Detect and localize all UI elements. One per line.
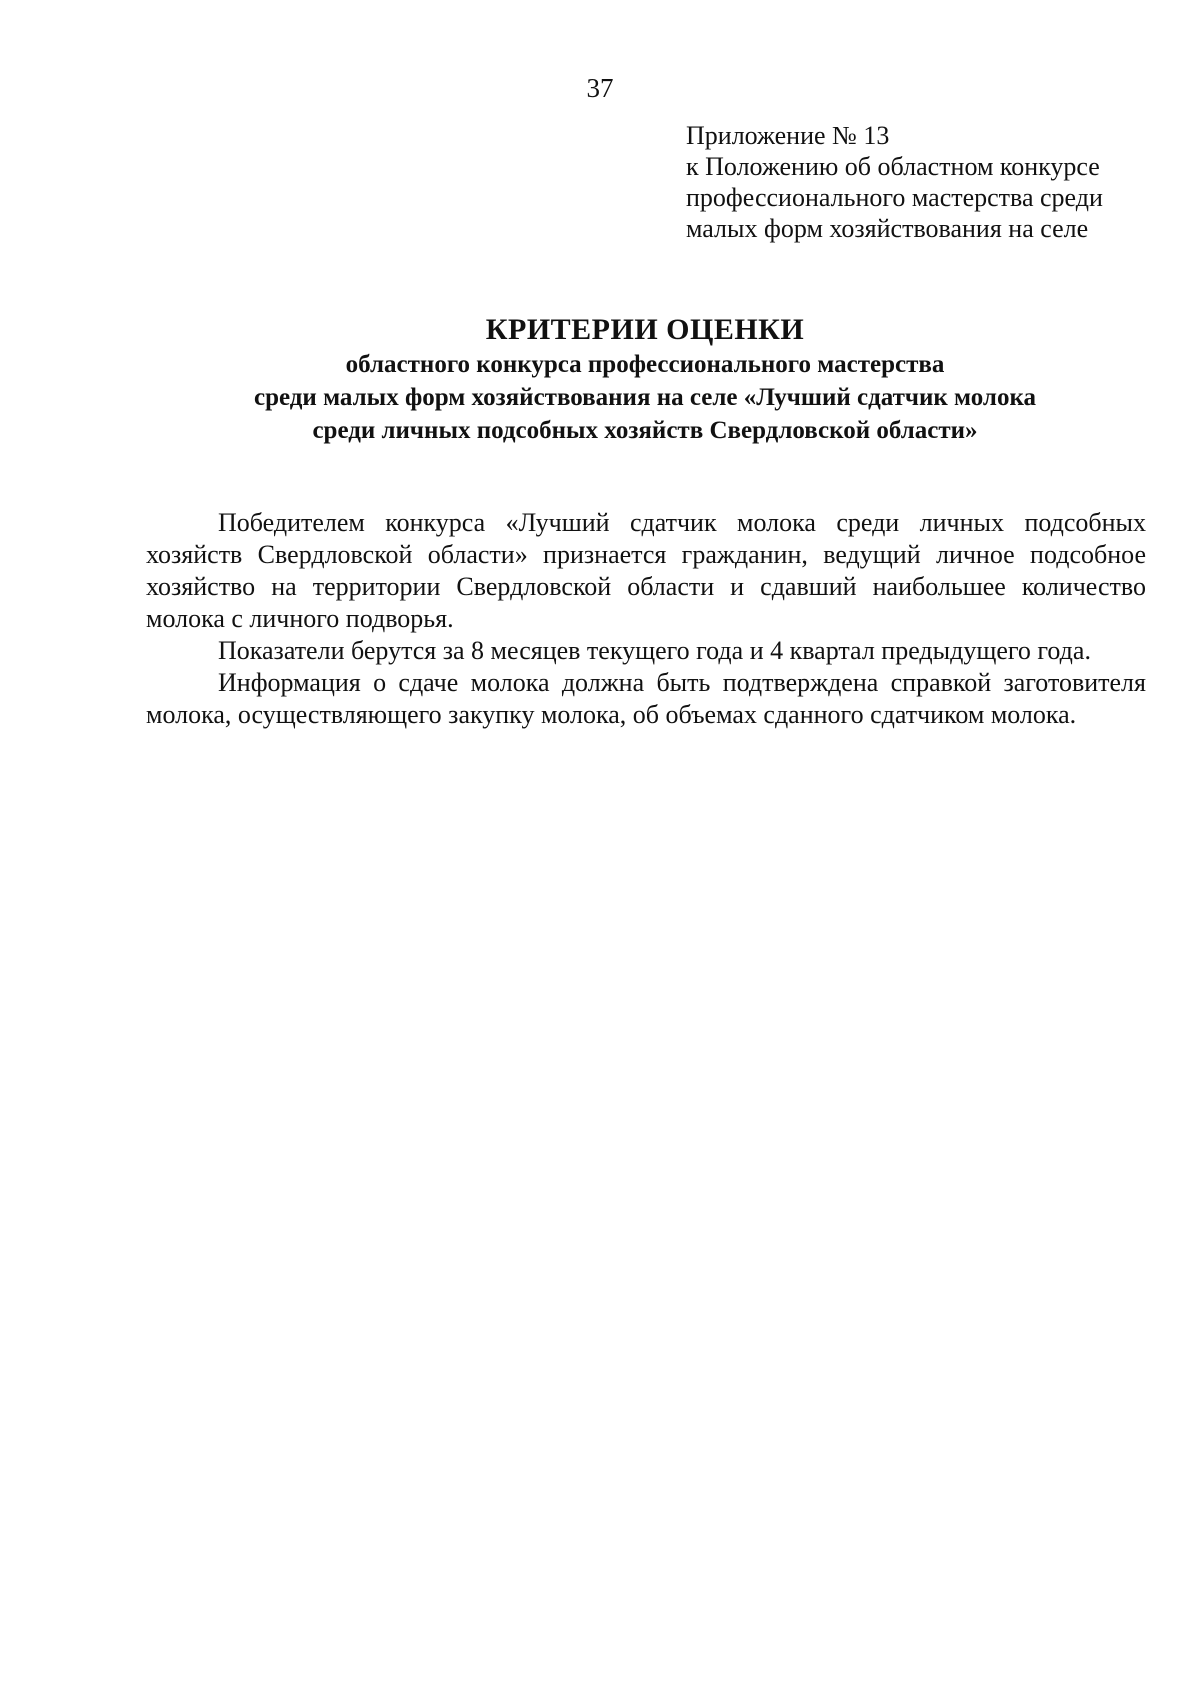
document-heading — [140, 312, 1150, 447]
body-paragraph: Информация о сдаче молока должна быть подтверждена справкой заготовителя молока, осуществляющего закупку молока, об объемах сданного сдатчиком молока. — [146, 668, 1146, 729]
document-subtitle-line: среди малых форм хозяйствования на селе «Лучший сдатчик молока — [254, 384, 1036, 411]
page-number: 37 — [586, 73, 614, 103]
appendix-block — [686, 120, 1166, 244]
document-subtitle-line: среди личных подсобных хозяйств Свердловской области» — [312, 417, 978, 444]
appendix-reference-line: малых форм хозяйствования на селе — [686, 214, 1089, 243]
appendix-reference-line: к Положению об областном конкурсе — [686, 152, 1100, 181]
document-subtitle-line: областного конкурса профессионального мастерства — [345, 351, 945, 378]
body-paragraph: Победителем конкурса «Лучший сдатчик молока среди личных подсобных хозяйств Свердловской области» признается гражданин, ведущий личное подсобное хозяйство на территории Свердловской области и сдавший наибольшее количество молока с личного подворья. — [146, 508, 1146, 633]
body-paragraph: Показатели берутся за 8 месяцев текущего года и 4 квартал предыдущего года. — [218, 636, 1091, 665]
appendix-number: Приложение № 13 — [686, 121, 890, 150]
document-title: КРИТЕРИИ ОЦЕНКИ — [485, 313, 805, 346]
appendix-reference-line: профессионального мастерства среди — [686, 183, 1103, 212]
document-body — [146, 507, 1146, 731]
